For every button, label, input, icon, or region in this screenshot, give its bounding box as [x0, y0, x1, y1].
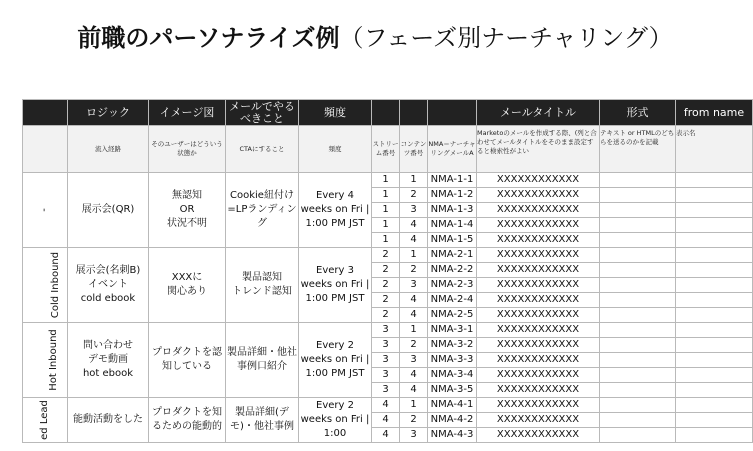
table-row [23, 173, 753, 188]
column-header[interactable]: メールタイトル [477, 100, 600, 126]
format-cell[interactable] [600, 398, 676, 413]
from-name-cell[interactable] [676, 263, 753, 278]
logic-cell[interactable]: 問い合わせ デモ動画 hot ebook [68, 323, 149, 398]
column-description[interactable]: 頻度 [299, 126, 372, 173]
frequency-cell[interactable]: Every 2 weeks on Fri | 1:00 [299, 398, 372, 443]
stream-number-cell[interactable]: 3 [372, 383, 400, 398]
table-row [23, 248, 753, 263]
column-header[interactable] [428, 100, 477, 126]
format-cell[interactable] [600, 278, 676, 293]
stream-number-cell[interactable]: 2 [372, 278, 400, 293]
from-name-cell[interactable] [676, 308, 753, 323]
stream-number-cell[interactable]: 1 [372, 233, 400, 248]
mail-id-cell[interactable]: NMA-1-5 [428, 233, 477, 248]
content-number-cell[interactable]: 3 [400, 428, 428, 443]
column-description[interactable]: そのユーザーはどういう状態か [149, 126, 226, 173]
column-description[interactable]: 表示名 [676, 126, 753, 173]
logic-cell[interactable]: 展示会(名刺B) イベント cold ebook [68, 248, 149, 323]
mail-title-cell[interactable]: XXXXXXXXXXXX [477, 383, 600, 398]
from-name-cell[interactable] [676, 278, 753, 293]
column-description[interactable]: 流入経路 [68, 126, 149, 173]
content-number-cell[interactable]: 4 [400, 218, 428, 233]
stream-number-cell[interactable]: 1 [372, 218, 400, 233]
frequency-cell[interactable]: Every 2 weeks on Fri | 1:00 PM JST [299, 323, 372, 398]
content-number-cell[interactable]: 4 [400, 383, 428, 398]
column-description[interactable]: ストリーム番号 [372, 126, 400, 173]
mail-id-cell[interactable]: NMA-1-3 [428, 203, 477, 218]
image-cell[interactable]: プロダクトを知るための能動的 [149, 398, 226, 443]
mail-id-cell[interactable]: NMA-4-3 [428, 428, 477, 443]
format-cell[interactable] [600, 173, 676, 188]
format-cell[interactable] [600, 293, 676, 308]
mail-id-cell[interactable]: NMA-1-4 [428, 218, 477, 233]
frequency-cell[interactable]: Every 3 weeks on Fri | 1:00 PM JST [299, 248, 372, 323]
mail-title-cell[interactable]: XXXXXXXXXXXX [477, 428, 600, 443]
column-header[interactable] [372, 100, 400, 126]
mail-id-cell[interactable]: NMA-3-2 [428, 338, 477, 353]
table-row [23, 323, 753, 338]
mail-title-cell[interactable]: XXXXXXXXXXXX [477, 323, 600, 338]
cta-cell[interactable]: 製品認知 トレンド認知 [226, 248, 299, 323]
stream-number-cell[interactable]: 1 [372, 173, 400, 188]
stream-number-cell[interactable]: 3 [372, 368, 400, 383]
content-number-cell[interactable]: 1 [400, 173, 428, 188]
from-name-cell[interactable] [676, 353, 753, 368]
content-number-cell[interactable]: 3 [400, 353, 428, 368]
column-header[interactable]: メールでやるべきこと [226, 100, 299, 126]
mail-title-cell[interactable]: XXXXXXXXXXXX [477, 248, 600, 263]
segment-label-cell[interactable] [23, 398, 68, 443]
format-cell[interactable] [600, 353, 676, 368]
mail-id-cell[interactable]: NMA-2-2 [428, 263, 477, 278]
mail-title-cell[interactable]: XXXXXXXXXXXX [477, 263, 600, 278]
column-header[interactable]: イメージ図 [149, 100, 226, 126]
stream-number-cell[interactable]: 4 [372, 413, 400, 428]
segment-label-cell[interactable] [23, 248, 68, 323]
from-name-cell[interactable] [676, 368, 753, 383]
segment-label-cell[interactable] [23, 173, 68, 248]
mail-id-cell[interactable]: NMA-2-3 [428, 278, 477, 293]
from-name-cell[interactable] [676, 413, 753, 428]
from-name-cell[interactable] [676, 248, 753, 263]
subheader-row [23, 126, 753, 173]
format-cell[interactable] [600, 203, 676, 218]
column-header[interactable]: 頻度 [299, 100, 372, 126]
image-cell[interactable]: 無認知 OR 状況不明 [149, 173, 226, 248]
content-number-cell[interactable]: 1 [400, 398, 428, 413]
format-cell[interactable] [600, 188, 676, 203]
content-number-cell[interactable]: 2 [400, 263, 428, 278]
stream-number-cell[interactable]: 3 [372, 353, 400, 368]
stream-number-cell[interactable]: 3 [372, 338, 400, 353]
segment-label: Hot Inbound [47, 329, 59, 391]
mail-title-cell[interactable]: XXXXXXXXXXXX [477, 203, 600, 218]
format-cell[interactable] [600, 383, 676, 398]
stream-number-cell[interactable]: 2 [372, 248, 400, 263]
cta-cell[interactable]: 製品詳細(デモ)・他社事例 [226, 398, 299, 443]
content-number-cell[interactable]: 4 [400, 233, 428, 248]
format-cell[interactable] [600, 323, 676, 338]
logic-cell[interactable]: 展示会(QR) [68, 173, 149, 248]
from-name-cell[interactable] [676, 383, 753, 398]
segment-label-cell[interactable] [23, 323, 68, 398]
mail-id-cell[interactable]: NMA-3-4 [428, 368, 477, 383]
column-description[interactable]: Marketoのメールを作成する際、(列と合わせてメールタイトルをそのまま設定すると検索性がよい [477, 126, 600, 173]
column-header[interactable]: ロジック [68, 100, 149, 126]
content-number-cell[interactable]: 1 [400, 248, 428, 263]
format-cell[interactable] [600, 248, 676, 263]
mail-id-cell[interactable]: NMA-3-3 [428, 353, 477, 368]
content-number-cell[interactable]: 2 [400, 338, 428, 353]
mail-title-cell[interactable]: XXXXXXXXXXXX [477, 398, 600, 413]
mail-id-cell[interactable]: NMA-2-1 [428, 248, 477, 263]
content-number-cell[interactable]: 3 [400, 278, 428, 293]
content-number-cell[interactable]: 2 [400, 188, 428, 203]
stream-number-cell[interactable]: 3 [372, 323, 400, 338]
content-number-cell[interactable]: 4 [400, 293, 428, 308]
from-name-cell[interactable] [676, 203, 753, 218]
mail-title-cell[interactable]: XXXXXXXXXXXX [477, 368, 600, 383]
format-cell[interactable] [600, 263, 676, 278]
from-name-cell[interactable] [676, 398, 753, 413]
nurturing-table [22, 99, 753, 443]
column-description[interactable] [23, 126, 68, 173]
header-row [23, 100, 753, 126]
mail-id-cell[interactable]: NMA-2-4 [428, 293, 477, 308]
column-header[interactable]: from name [676, 100, 753, 126]
spreadsheet [22, 99, 745, 440]
from-name-cell[interactable] [676, 428, 753, 443]
format-cell[interactable] [600, 218, 676, 233]
stream-number-cell[interactable]: 4 [372, 428, 400, 443]
stream-number-cell[interactable]: 1 [372, 188, 400, 203]
column-description[interactable]: CTAにすること [226, 126, 299, 173]
table-body [23, 173, 753, 443]
mail-title-cell[interactable]: XXXXXXXXXXXX [477, 218, 600, 233]
mail-title-cell[interactable]: XXXXXXXXXXXX [477, 173, 600, 188]
stream-number-cell[interactable]: 1 [372, 203, 400, 218]
mail-title-cell[interactable]: XXXXXXXXXXXX [477, 338, 600, 353]
mail-title-cell[interactable]: XXXXXXXXXXXX [477, 293, 600, 308]
format-cell[interactable] [600, 233, 676, 248]
mail-title-cell[interactable]: XXXXXXXXXXXX [477, 413, 600, 428]
mail-title-cell[interactable]: XXXXXXXXXXXX [477, 308, 600, 323]
stream-number-cell[interactable]: 2 [372, 308, 400, 323]
mail-id-cell[interactable]: NMA-4-1 [428, 398, 477, 413]
slide-title [0, 22, 750, 54]
from-name-cell[interactable] [676, 173, 753, 188]
frequency-cell[interactable]: Every 4 weeks on Fri | 1:00 PM JST [299, 173, 372, 248]
image-cell[interactable]: プロダクトを認知している [149, 323, 226, 398]
content-number-cell[interactable]: 1 [400, 323, 428, 338]
column-header[interactable]: 形式 [600, 100, 676, 126]
format-cell[interactable] [600, 413, 676, 428]
mail-title-cell[interactable]: XXXXXXXXXXXX [477, 188, 600, 203]
stream-number-cell[interactable]: 4 [372, 398, 400, 413]
segment-label: Cold Inbound [50, 251, 62, 319]
segment-label: - [38, 208, 50, 212]
column-description[interactable]: テキスト or HTMLのどちらを送るのかを記載 [600, 126, 676, 173]
mail-title-cell[interactable]: XXXXXXXXXXXX [477, 353, 600, 368]
from-name-cell[interactable] [676, 338, 753, 353]
logic-cell[interactable]: 能動活動をした [68, 398, 149, 443]
from-name-cell[interactable] [676, 218, 753, 233]
from-name-cell[interactable] [676, 188, 753, 203]
mail-id-cell[interactable]: NMA-1-2 [428, 188, 477, 203]
format-cell[interactable] [600, 368, 676, 383]
cta-cell[interactable]: 製品詳細・他社 事例口紹介 [226, 323, 299, 398]
column-header[interactable] [23, 100, 68, 126]
mail-title-cell[interactable]: XXXXXXXXXXXX [477, 233, 600, 248]
content-number-cell[interactable]: 2 [400, 413, 428, 428]
mail-id-cell[interactable]: NMA-4-2 [428, 413, 477, 428]
mail-id-cell[interactable]: NMA-1-1 [428, 173, 477, 188]
from-name-cell[interactable] [676, 323, 753, 338]
cta-cell[interactable]: Cookie紐付け=LPランディング [226, 173, 299, 248]
format-cell[interactable] [600, 338, 676, 353]
mail-id-cell[interactable]: NMA-3-1 [428, 323, 477, 338]
format-cell[interactable] [600, 308, 676, 323]
stream-number-cell[interactable]: 2 [372, 263, 400, 278]
image-cell[interactable]: XXXに 関心あり [149, 248, 226, 323]
content-number-cell[interactable]: 4 [400, 368, 428, 383]
format-cell[interactable] [600, 428, 676, 443]
column-description[interactable]: NMA＝ナーチャリングメールA [428, 126, 477, 173]
table-row [23, 398, 753, 413]
content-number-cell[interactable]: 3 [400, 203, 428, 218]
slide-title-sub: （フェーズ別ナーチャリング） [339, 24, 673, 52]
mail-id-cell[interactable]: NMA-3-5 [428, 383, 477, 398]
from-name-cell[interactable] [676, 293, 753, 308]
stream-number-cell[interactable]: 2 [372, 293, 400, 308]
mail-id-cell[interactable]: NMA-2-5 [428, 308, 477, 323]
segment-label: ed Lead [38, 400, 50, 440]
from-name-cell[interactable] [676, 233, 753, 248]
column-header[interactable] [400, 100, 428, 126]
content-number-cell[interactable]: 4 [400, 308, 428, 323]
column-description[interactable]: コンテンツ番号 [400, 126, 428, 173]
mail-title-cell[interactable]: XXXXXXXXXXXX [477, 278, 600, 293]
slide-title-main: 前職のパーソナライズ例 [77, 24, 340, 52]
